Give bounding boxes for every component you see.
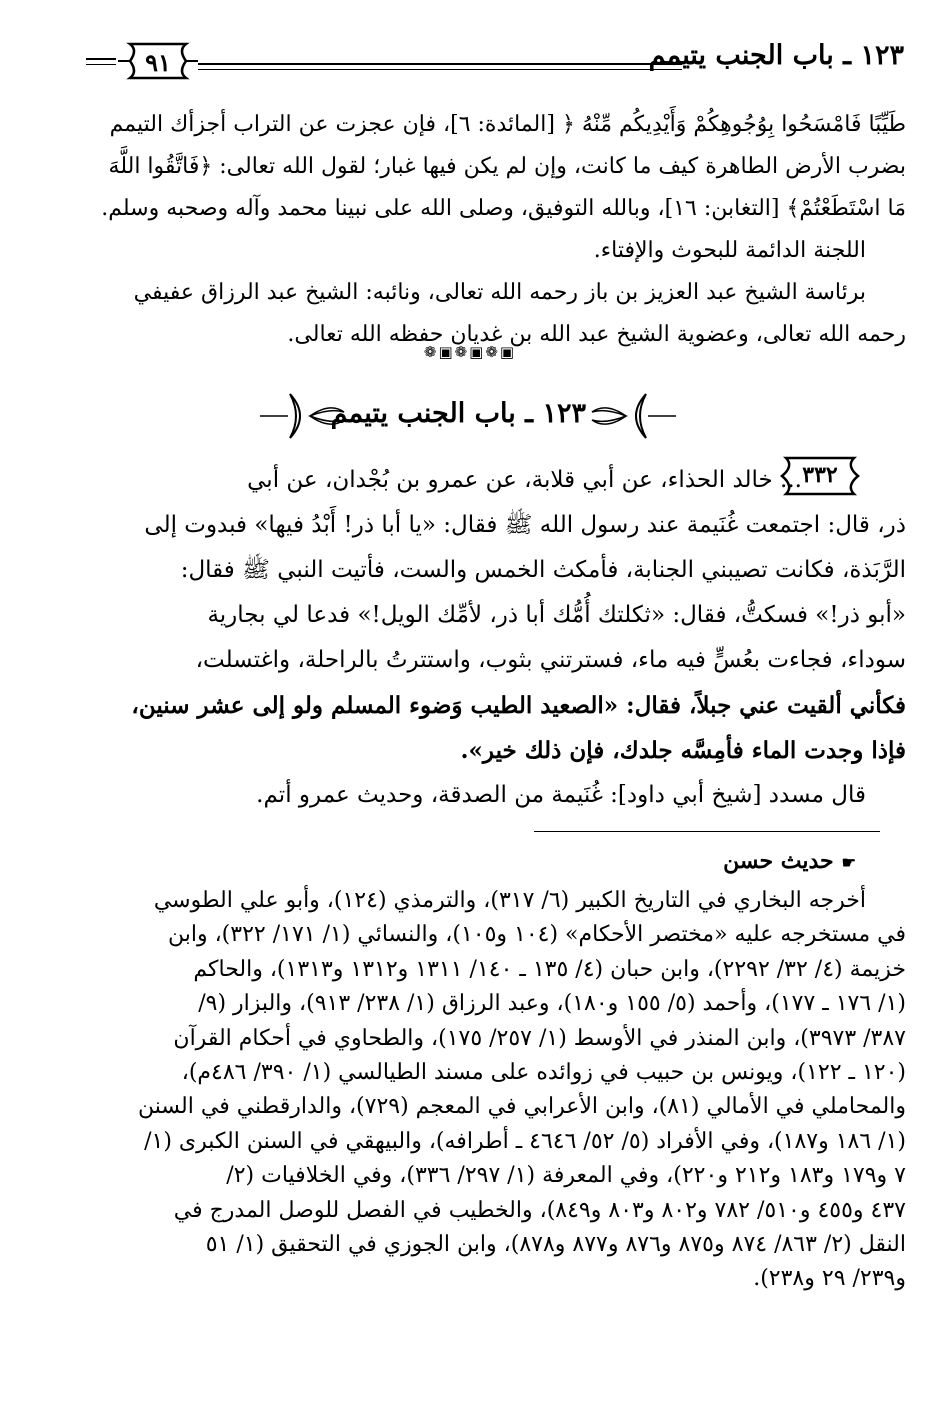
fatwa-text <box>98 104 906 356</box>
takhrij-line: أخرجه البخاري في التاريخ الكبير (٦/ ٣١٧)، والترمذي (١٢٤)، وأبو علي الطوسي <box>153 888 866 913</box>
hadith-number: ٣٣٢ <box>802 462 838 488</box>
chapter-heading <box>258 386 678 446</box>
running-title: ١٢٣ ـ باب الجنب يتيمم <box>648 40 904 71</box>
section-ornament: ❁▣❁▣❁▣ <box>423 343 517 361</box>
takhrij-line: (١/ ١٨٦ و١٨٧)، وفي الأفراد (٥/ ٥٢/ ٤٦٤٦ ـ أطرافه)، والبيهقي في السنن الكبرى (١/ <box>144 1128 906 1154</box>
takhrij-line: ٧ و١٧٩ و١٨٣ و٢١٢ و٢٢٠)، وفي المعرفة (١/ ٢٩٧/ ٣٣٦)، وفي الخلافيات (٢/ <box>226 1163 906 1189</box>
takhrij-text <box>98 884 906 1297</box>
hadith-grade <box>723 848 856 874</box>
takhrij-line: والمحاملي في الأمالي (٨١)، وابن الأعرابي في المعجم (٧٢٩)، والدارقطني في السنن <box>138 1094 906 1120</box>
hadith-note: قال مسدد [شيخ أبي داود]: غُنَيمة من الصدقة، وحديث عمرو أتم. <box>256 782 866 808</box>
right-flourish-icon <box>586 386 678 446</box>
header-rule <box>198 63 682 70</box>
grade-label: حديث حسن <box>723 848 834 874</box>
running-header <box>86 36 904 96</box>
hadith-line: فإذا وجدت الماء فأمِسَّه جلدك، فإن ذلك خير». <box>460 737 906 764</box>
takhrij-line: خزيمة (٤/ ٣٢/ ٢٢٩٢)، وابن حبان (٤/ ١٣٥ ـ ١٤٠/ ١٣١١ و١٣١٢ و١٣١٣)، والحاكم <box>193 956 906 982</box>
fatwa-members: برئاسة الشيخ عبد العزيز بن باز رحمه الله تعالى، ونائبه: الشيخ عبد الرزاق عفيفي <box>133 280 866 305</box>
takhrij-line: (١/ ١٧٦ ـ ١٧٧)، وأحمد (٥/ ١٥٥ و١٨٠)، وعبد الرزاق (١/ ٢٣٨/ ٩١٣)، والبزار (٩/ <box>198 991 906 1017</box>
footnote-separator <box>534 831 880 832</box>
pointer-icon: ☛ <box>841 853 856 872</box>
fatwa-line: طَيِّبًا فَامْسَحُوا بِوُجُوهِكُمْ وَأَيْدِيكُم مِّنْهُ ﴿ [المائدة: ٦]، فإن عجزت عن التراب أجزأك التيمم <box>109 112 906 137</box>
hadith-line: ... خالد الحذاء، عن أبي قلابة، عن عمرو بن بُجْدان، عن أبي <box>247 467 802 493</box>
page-number-frame <box>116 40 200 82</box>
hadith-text <box>98 458 906 818</box>
takhrij-line: ٣٨٧/ ٣٩٧٣)، وابن المنذر في الأوسط (١/ ٢٥٧/ ١٧٥)، والطحاوي في أحكام القرآن <box>173 1025 906 1051</box>
page-number: ٩١ <box>145 48 171 77</box>
takhrij-line: في مستخرجه عليه «مختصر الأحكام» (١٠٤ و١٠٥)، والنسائي (١/ ١٧١/ ٣٢٢)، وابن <box>167 922 906 948</box>
hadith-line: ذر، قال: اجتمعت غُنَيمة عند رسول الله ﷺ فقال: «يا أبا ذر! أَبْدُ فيها» فبدوت إلى <box>144 512 906 538</box>
fatwa-line: مَا اسْتَطَعْتُمْ﴾ [التغابن: ١٦]، وبالله التوفيق، وصلى الله على نبينا محمد وآله وصحبه وسلم. <box>101 196 906 221</box>
takhrij-line: و٢٣٩/ ٢٩ و٢٣٨). <box>753 1266 906 1292</box>
fatwa-line: بضرب الأرض الطاهرة كيف ما كانت، وإن لم يكن فيها غبار؛ لقول الله تعالى: ﴿فَاتَّقُوا اللَّهَ <box>108 154 906 179</box>
takhrij-line: ٤٣٧ و٤٥٥ و٥١٠/ ٧٨٢ و٨٠٢ و٨٠٣ و٨٤٩)، والخطيب في الفصل للوصل المدرج في <box>173 1197 906 1223</box>
left-flourish-icon <box>258 386 350 446</box>
hadith-line: سوداء، فجاءت بعُسٍّ فيه ماء، فسترتني بثوب، واستترتُ بالراحلة، واغتسلت، <box>195 647 906 673</box>
page-number-rule <box>86 58 116 65</box>
fatwa-members: رحمه الله تعالى، وعضوية الشيخ عبد الله بن غديان حفظه الله تعالى. <box>287 322 906 347</box>
chapter-title: ١٢٣ ـ باب الجنب يتيمم <box>330 398 586 429</box>
takhrij-line: النقل (٢/ ٨٦٣/ ٨٧٤ و٨٧٥ و٨٧٦ و٨٧٧ و٨٧٨)، وابن الجوزي في التحقيق (١/ ٥١ <box>205 1232 906 1258</box>
hadith-line: «أبو ذر!» فسكتُّ، فقال: «ثكلتك أُمُّك أبا ذر، لأمِّك الويل!» فدعا لي بجارية <box>207 602 906 628</box>
takhrij-line: (١٢٠ ـ ١٢٢)، ويونس بن حبيب في زوائده على مسند الطيالسي (١/ ٣٩٠/ ٤٨٦م)، <box>181 1060 906 1086</box>
hadith-line: الرَّبَذة، فكانت تصيبني الجنابة، فأمكث الخمس والست، فأتيت النبي ﷺ فقال: <box>180 557 906 583</box>
fatwa-committee: اللجنة الدائمة للبحوث والإفتاء. <box>593 238 866 263</box>
hadith-line: فكأني ألقيت عني جبلاً، فقال: «الصعيد الطيب وَضوء المسلم ولو إلى عشر سنين، <box>131 692 906 719</box>
